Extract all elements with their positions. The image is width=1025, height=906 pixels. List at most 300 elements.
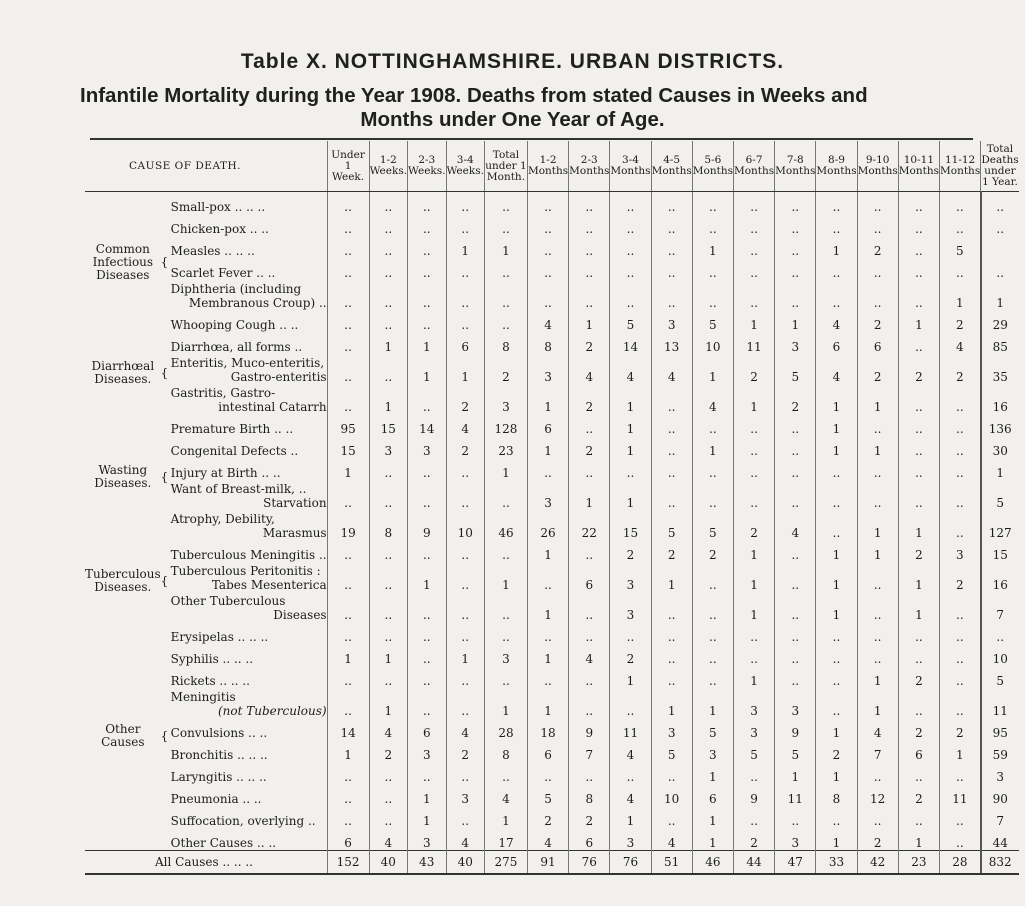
table-cell: ..: [940, 828, 981, 851]
table-cell: 2: [569, 806, 610, 828]
table-cell: ..: [446, 666, 484, 688]
table-cell: 4: [651, 828, 692, 851]
table-cell: 4: [446, 828, 484, 851]
table-cell: 15: [369, 414, 407, 436]
table-cell: ..: [610, 214, 651, 236]
table-cell: ..: [857, 458, 898, 480]
table-cell: 1: [446, 354, 484, 384]
table-cell: 6: [569, 828, 610, 851]
table-cell: ..: [446, 310, 484, 332]
cause-label: Whooping Cough .. ..: [170, 318, 299, 332]
table-cell: 15: [610, 510, 651, 540]
table-cell: ..: [327, 806, 369, 828]
table-cell: ..: [651, 280, 692, 310]
table-cell: 152: [327, 851, 369, 875]
table-cell: ..: [446, 214, 484, 236]
table-cell: 16: [981, 562, 1019, 592]
table-cell: ..: [775, 192, 816, 215]
table-cell: ..: [898, 258, 939, 280]
table-cell: 8: [527, 332, 568, 354]
table-cell: 6: [527, 740, 568, 762]
table-cell: ..: [898, 644, 939, 666]
table-cell: 2: [527, 806, 568, 828]
table-cell: 59: [981, 740, 1019, 762]
table-cell: ..: [408, 214, 446, 236]
table-row: [85, 480, 1019, 510]
table-cell: 1: [369, 332, 407, 354]
brace: {: [160, 366, 169, 380]
col-header: 1-2 Weeks.: [369, 141, 407, 192]
table-row: [85, 740, 1019, 762]
table-cell: ..: [775, 562, 816, 592]
table-cell: ..: [651, 592, 692, 622]
table-row: [85, 828, 1019, 851]
table-cell: ..: [408, 762, 446, 784]
col-header: 1-2 Months: [527, 141, 568, 192]
table-cell: ..: [369, 236, 407, 258]
table-cell: 26: [527, 510, 568, 540]
table-cell: 1: [733, 540, 774, 562]
table-cell: 4: [610, 784, 651, 806]
table-cell: ..: [327, 192, 369, 215]
table-cell: 6: [327, 828, 369, 851]
table-cell: ..: [816, 622, 857, 644]
table-cell: 7: [857, 740, 898, 762]
table-cell: ..: [857, 192, 898, 215]
group-label: Other Causes: [101, 722, 145, 749]
table-cell: 7: [981, 592, 1019, 622]
cause-label: Diarrhœa, all forms ..: [170, 340, 303, 354]
table-cell: ..: [857, 414, 898, 436]
table-cell: 1: [327, 644, 369, 666]
col-header: 3-4 Months: [610, 141, 651, 192]
table-cell: ..: [369, 310, 407, 332]
cause-label: Other Tuberculous Diseases: [170, 594, 327, 622]
table-cell: ..: [484, 592, 527, 622]
table-cell: ..: [569, 192, 610, 215]
group-label: Wasting Diseases.: [94, 463, 152, 490]
table-cell: ..: [446, 592, 484, 622]
table-cell: 2: [940, 354, 981, 384]
table-row: [85, 354, 1019, 384]
col-header: 7-8 Months: [775, 141, 816, 192]
table-row: [85, 458, 1019, 480]
table-cell: 3: [408, 828, 446, 851]
table-cell: ..: [408, 384, 446, 414]
table-cell: 2: [446, 740, 484, 762]
table-cell: 2: [857, 354, 898, 384]
table-cell: 127: [981, 510, 1019, 540]
table-cell: 85: [981, 332, 1019, 354]
table-cell: ..: [327, 332, 369, 354]
table-cell: ..: [733, 644, 774, 666]
table-cell: ..: [898, 762, 939, 784]
table-row: [85, 310, 1019, 332]
table-cell: ..: [369, 562, 407, 592]
table-cell: 1: [692, 806, 733, 828]
table-row: [85, 718, 1019, 740]
table-cell: 28: [940, 851, 981, 875]
table-cell: ..: [327, 384, 369, 414]
table-cell: ..: [484, 540, 527, 562]
table-cell: 4: [651, 354, 692, 384]
table-cell: 5: [775, 740, 816, 762]
table-cell: ..: [940, 414, 981, 436]
table-cell: 11: [940, 784, 981, 806]
table-cell: 2: [733, 354, 774, 384]
table-cell: 1: [940, 740, 981, 762]
table-cell: 5: [981, 480, 1019, 510]
table-cell: 9: [408, 510, 446, 540]
table-cell: 6: [408, 718, 446, 740]
table-cell: ..: [775, 458, 816, 480]
table-cell: ..: [484, 622, 527, 644]
table-cell: 43: [408, 851, 446, 875]
table-cell: ..: [898, 384, 939, 414]
table-cell: 4: [940, 332, 981, 354]
table-cell: 1: [327, 458, 369, 480]
table-cell: ..: [733, 192, 774, 215]
table-cell: 1: [484, 236, 527, 258]
table-cell: ..: [408, 622, 446, 644]
table-cell: ..: [446, 762, 484, 784]
table-cell: ..: [327, 688, 369, 718]
table-cell: 1: [816, 592, 857, 622]
table-cell: ..: [408, 258, 446, 280]
table-cell: ..: [327, 592, 369, 622]
table-cell: ..: [775, 592, 816, 622]
table-cell: ..: [327, 762, 369, 784]
table-cell: 18: [527, 718, 568, 740]
table-cell: 2: [569, 436, 610, 458]
table-cell: 3: [775, 332, 816, 354]
table-cell: ..: [610, 192, 651, 215]
table-row: [85, 784, 1019, 806]
table-cell: ..: [940, 214, 981, 236]
table-cell: 6: [816, 332, 857, 354]
table-cell: ..: [484, 666, 527, 688]
table-cell: 23: [898, 851, 939, 875]
table-row: [85, 280, 1019, 310]
table-cell: 2: [569, 332, 610, 354]
table-cell: ..: [408, 480, 446, 510]
table-cell: 2: [651, 540, 692, 562]
table-cell: ..: [898, 332, 939, 354]
table-cell: 1: [857, 384, 898, 414]
table-cell: ..: [610, 458, 651, 480]
table-cell: 2: [610, 644, 651, 666]
table-cell: 6: [446, 332, 484, 354]
table-cell: 47: [775, 851, 816, 875]
table-cell: 1: [857, 666, 898, 688]
table-cell: ..: [775, 540, 816, 562]
table-cell: ..: [775, 214, 816, 236]
table-cell: 46: [484, 510, 527, 540]
table-cell: ..: [733, 622, 774, 644]
table-cell: ..: [651, 644, 692, 666]
table-cell: 1: [484, 806, 527, 828]
cause-label: Rickets .. .. ..: [170, 674, 250, 688]
col-header: Total Deaths under 1 Year.: [981, 141, 1019, 192]
table-cell: 2: [775, 384, 816, 414]
table-cell: ..: [775, 622, 816, 644]
table-cell: ..: [940, 622, 981, 644]
table-cell: 3: [651, 310, 692, 332]
table-cell: ..: [527, 458, 568, 480]
group-label: Diarrhœal Diseases.: [91, 359, 155, 386]
cause-label: Measles .. .. ..: [170, 244, 255, 258]
table-cell: 1: [733, 384, 774, 414]
table-cell: 2: [692, 540, 733, 562]
table-cell: 1: [610, 806, 651, 828]
table-cell: ..: [775, 258, 816, 280]
table-cell: ..: [733, 480, 774, 510]
table-cell: ..: [327, 784, 369, 806]
table-cell: ..: [775, 806, 816, 828]
table-cell: ..: [651, 762, 692, 784]
table-cell: ..: [857, 592, 898, 622]
table-cell: 1: [733, 666, 774, 688]
table-cell: ..: [733, 280, 774, 310]
table-cell: ..: [651, 236, 692, 258]
table-cell: 2: [857, 236, 898, 258]
table-cell: 1: [898, 562, 939, 592]
table-cell: ..: [610, 258, 651, 280]
table-cell: 3: [651, 718, 692, 740]
table-cell: 1: [898, 310, 939, 332]
table-cell: ..: [527, 666, 568, 688]
table-cell: 5: [651, 740, 692, 762]
table-cell: ..: [408, 592, 446, 622]
group-label: Tuberculous Diseases.: [85, 567, 161, 594]
table-cell: 2: [898, 718, 939, 740]
table-cell: 90: [981, 784, 1019, 806]
table-cell: 3: [940, 540, 981, 562]
col-header: 4-5 Months: [651, 141, 692, 192]
table-row: [85, 384, 1019, 414]
table-cell: 1: [569, 310, 610, 332]
table-cell: 1: [527, 644, 568, 666]
table-cell: ..: [775, 280, 816, 310]
table-cell: 76: [610, 851, 651, 875]
table-cell: 11: [610, 718, 651, 740]
col-header: Total under 1 Month.: [484, 141, 527, 192]
table-cell: 10: [981, 644, 1019, 666]
table-cell: 6: [569, 562, 610, 592]
table-cell: 42: [857, 851, 898, 875]
table-cell: ..: [775, 644, 816, 666]
table-cell: 3: [408, 740, 446, 762]
table-cell: 1: [940, 280, 981, 310]
table-cell: ..: [940, 258, 981, 280]
table-cell: 4: [446, 414, 484, 436]
table-cell: ..: [527, 762, 568, 784]
table-cell: 10: [446, 510, 484, 540]
table-row: [85, 510, 1019, 540]
brace: {: [160, 470, 169, 484]
table-cell: 4: [527, 310, 568, 332]
table-cell: 1: [898, 828, 939, 851]
table-cell: 1: [816, 540, 857, 562]
table-cell: ..: [569, 666, 610, 688]
table-cell: ..: [692, 414, 733, 436]
table-cell: 44: [733, 851, 774, 875]
table-cell: ..: [610, 762, 651, 784]
table-cell: 1: [898, 592, 939, 622]
table-cell: ..: [369, 258, 407, 280]
table-cell: ..: [484, 192, 527, 215]
table-cell: ..: [369, 784, 407, 806]
table-cell: ..: [692, 458, 733, 480]
table-cell: ..: [369, 192, 407, 215]
table-cell: ..: [651, 192, 692, 215]
table-cell: ..: [898, 458, 939, 480]
table-cell: ..: [369, 592, 407, 622]
table-cell: 8: [484, 332, 527, 354]
cause-label: Diphtheria (including Membranous Croup) ..: [170, 282, 327, 310]
table-cell: ..: [898, 192, 939, 215]
col-header: 5-6 Months: [692, 141, 733, 192]
table-cell: ..: [327, 354, 369, 384]
table-cell: ..: [610, 622, 651, 644]
table-cell: ..: [327, 622, 369, 644]
table-cell: 1: [981, 458, 1019, 480]
table-cell: 1: [446, 644, 484, 666]
table-cell: 1: [733, 592, 774, 622]
table-cell: 4: [569, 354, 610, 384]
table-cell: ..: [484, 762, 527, 784]
table-cell: 3: [527, 480, 568, 510]
table-cell: ..: [569, 280, 610, 310]
table-cell: ..: [775, 236, 816, 258]
table-cell: 11: [981, 688, 1019, 718]
table-cell: 1: [816, 236, 857, 258]
table-cell: ..: [327, 480, 369, 510]
table-cell: 3: [484, 644, 527, 666]
table-cell: ..: [369, 280, 407, 310]
table-row: [85, 236, 1019, 258]
table-cell: ..: [651, 214, 692, 236]
table-cell: ..: [651, 414, 692, 436]
total-row: [85, 851, 1019, 875]
table-cell: 1: [484, 458, 527, 480]
table-cell: ..: [446, 480, 484, 510]
table-cell: ..: [446, 622, 484, 644]
table-cell: 40: [446, 851, 484, 875]
table-cell: ..: [369, 622, 407, 644]
cause-label: Small-pox .. .. ..: [170, 200, 266, 214]
table-cell: ..: [569, 236, 610, 258]
table-cell: 3: [610, 828, 651, 851]
cause-label: Suffocation, overlying ..: [170, 814, 316, 828]
table-cell: 6: [692, 784, 733, 806]
table-cell: 16: [981, 384, 1019, 414]
table-cell: 2: [898, 666, 939, 688]
table-cell: ..: [940, 436, 981, 458]
table-cell: ..: [569, 762, 610, 784]
table-cell: 2: [733, 828, 774, 851]
mortality-table: [85, 141, 1019, 875]
table-cell: 17: [484, 828, 527, 851]
table-cell: 8: [369, 510, 407, 540]
table-cell: 51: [651, 851, 692, 875]
table-cell: ..: [569, 258, 610, 280]
cause-label: All Causes .. .. ..: [85, 851, 327, 875]
table-cell: ..: [898, 480, 939, 510]
table-cell: ..: [775, 414, 816, 436]
table-cell: 128: [484, 414, 527, 436]
col-header: 8-9 Months: [816, 141, 857, 192]
table-cell: 3: [692, 740, 733, 762]
table-cell: 1: [692, 236, 733, 258]
table-cell: ..: [898, 436, 939, 458]
table-cell: ..: [816, 688, 857, 718]
table-cell: 1: [610, 414, 651, 436]
brace: {: [160, 729, 169, 743]
group-label: Common Infectious Diseases: [92, 241, 154, 282]
table-cell: ..: [484, 480, 527, 510]
table-cell: 10: [692, 332, 733, 354]
table-cell: 1: [408, 784, 446, 806]
table-cell: 22: [569, 510, 610, 540]
table-cell: 6: [527, 414, 568, 436]
table-cell: ..: [692, 192, 733, 215]
table-cell: ..: [733, 806, 774, 828]
table-subtitle-line2: Months under One Year of Age.: [360, 108, 665, 131]
table-cell: ..: [569, 540, 610, 562]
table-row: [85, 414, 1019, 436]
cause-label: Injury at Birth .. ..: [170, 466, 281, 480]
table-cell: 1: [857, 510, 898, 540]
table-cell: 1: [898, 510, 939, 540]
table-cell: ..: [940, 762, 981, 784]
table-cell: 7: [569, 740, 610, 762]
cause-label: Want of Breast-milk, .. Starvation: [170, 482, 327, 510]
table-cell: 1: [369, 644, 407, 666]
table-cell: 1: [692, 436, 733, 458]
cause-label: Tuberculous Peritonitis : Tabes Mesenterica: [170, 564, 327, 592]
col-header: 2-3 Weeks.: [408, 141, 446, 192]
table-cell: ..: [408, 236, 446, 258]
table-row: [85, 666, 1019, 688]
table-cell: 1: [327, 740, 369, 762]
table-cell: 1: [610, 384, 651, 414]
table-cell: ..: [651, 258, 692, 280]
table-cell: 14: [327, 718, 369, 740]
table-cell: ..: [816, 192, 857, 215]
table-cell: ..: [369, 540, 407, 562]
table-cell: 1: [816, 436, 857, 458]
table-row: [85, 644, 1019, 666]
table-cell: 3: [527, 354, 568, 384]
table-cell: ..: [692, 480, 733, 510]
table-cell: ..: [940, 458, 981, 480]
brace: {: [160, 574, 169, 588]
table-cell: 9: [775, 718, 816, 740]
table-cell: 3: [484, 384, 527, 414]
table-cell: 5: [527, 784, 568, 806]
table-cell: 6: [857, 332, 898, 354]
table-cell: ..: [408, 540, 446, 562]
table-cell: ..: [327, 236, 369, 258]
table-row: [85, 436, 1019, 458]
table-cell: 9: [569, 718, 610, 740]
table-cell: ..: [651, 666, 692, 688]
table-cell: ..: [569, 414, 610, 436]
table-row: [85, 540, 1019, 562]
table-cell: ..: [733, 258, 774, 280]
table-cell: 1: [692, 354, 733, 384]
